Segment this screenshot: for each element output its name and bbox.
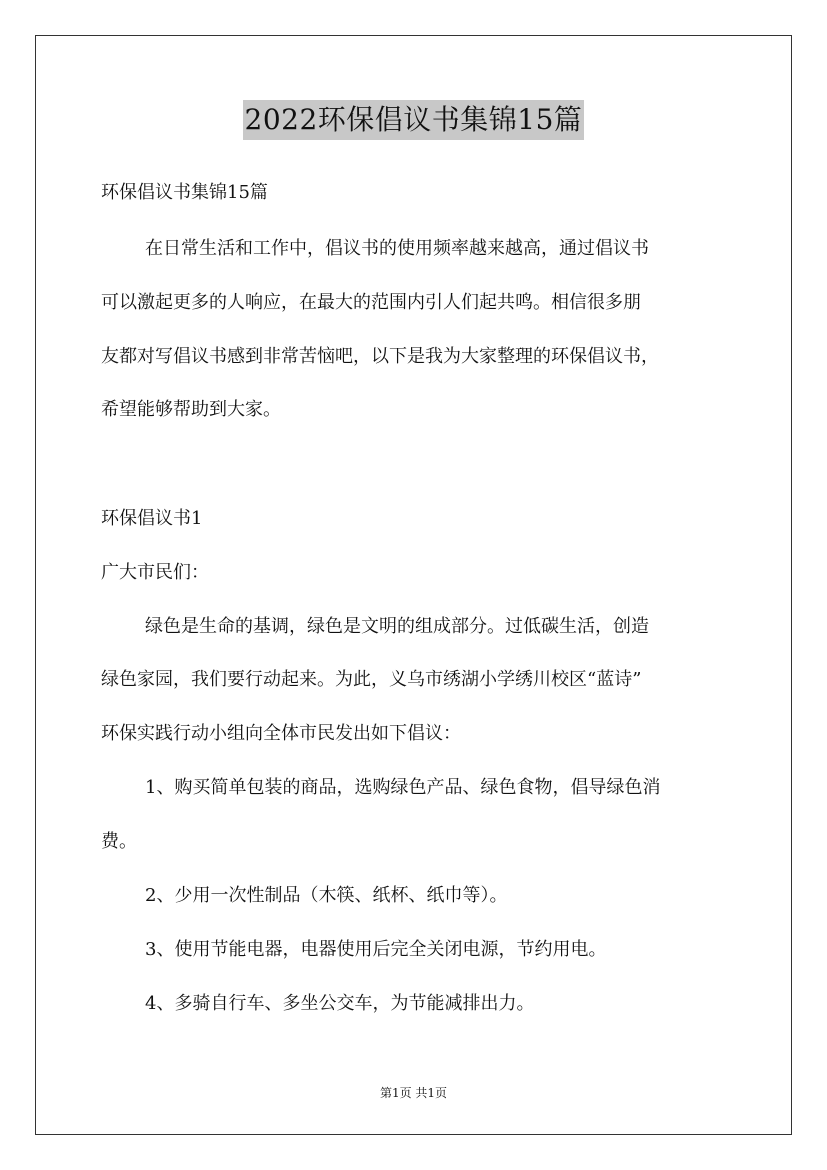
body-line-1: 绿色是生命的基调，绿色是文明的组成部分。过低碳生活，创造	[145, 616, 649, 637]
page-footer: 第1页 共1页	[379, 1086, 448, 1100]
item-4: 4、多骑自行车、多坐公交车，为节能减排出力。	[145, 993, 535, 1014]
document-title: 2022环保倡议书集锦15篇	[243, 100, 585, 140]
item-3: 3、使用节能电器，电器使用后完全关闭电源，节约用电。	[145, 939, 607, 960]
subtitle: 环保倡议书集锦15篇	[101, 182, 268, 203]
intro-line-1: 在日常生活和工作中，倡议书的使用频率越来越高，通过倡议书	[145, 238, 649, 259]
item-1-line-2: 费。	[101, 831, 137, 852]
salutation: 广大市民们：	[101, 562, 209, 583]
intro-line-3: 友都对写倡议书感到非常苦恼吧，以下是我为大家整理的环保倡议书，	[101, 346, 659, 367]
section-title: 环保倡议书1	[101, 508, 203, 529]
intro-line-2: 可以激起更多的人响应，在最大的范围内引人们起共鸣。相信很多朋	[101, 292, 641, 313]
body-line-3: 环保实践行动小组向全体市民发出如下倡议：	[101, 723, 461, 744]
title-container	[0, 100, 827, 140]
body-line-2: 绿色家园，我们要行动起来。为此，义乌市绣湖小学绣川校区“蓝诗”	[101, 669, 642, 690]
item-1-line-1: 1、购买简单包装的商品，选购绿色产品、绿色食物，倡导绿色消	[145, 777, 661, 798]
item-2: 2、少用一次性制品（木筷、纸杯、纸巾等）。	[145, 885, 508, 906]
intro-line-4: 希望能够帮助到大家。	[101, 399, 281, 420]
